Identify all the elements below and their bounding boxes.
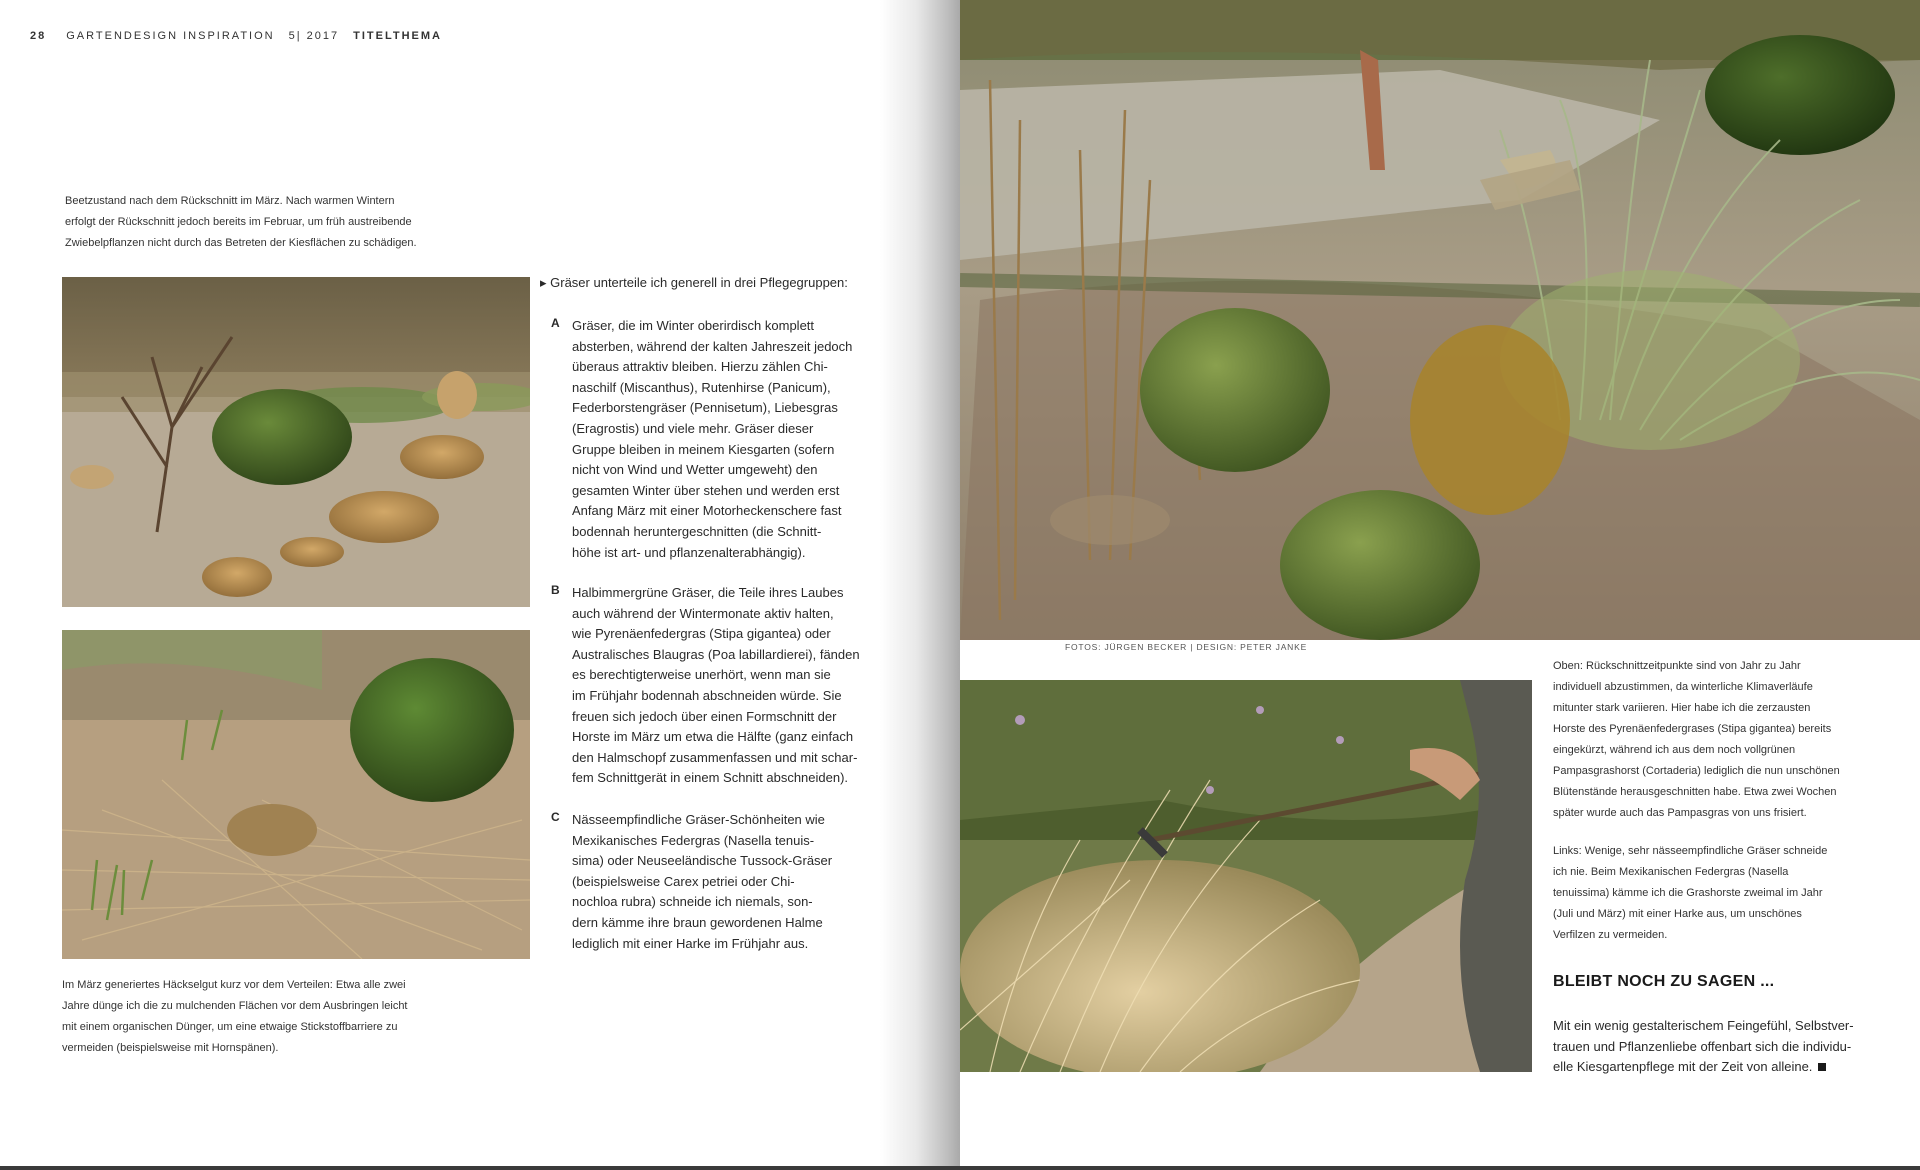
text-line: Horste im März um etwa die Hälfte (ganz einfach bbox=[572, 729, 854, 745]
text-line: den Halmschopf zusammenfassen und mit schar- bbox=[572, 749, 858, 765]
section-title: TITELTHEMA bbox=[353, 30, 442, 42]
running-head bbox=[30, 30, 456, 42]
text-line: nicht von Wind und Wetter umgeweht) den bbox=[572, 462, 818, 478]
text-line: überaus attraktiv bleiben. Hierzu zählen Chi- bbox=[572, 359, 828, 375]
text-line: Halbimmergrüne Gräser, die Teile ihres Laubes bbox=[572, 585, 844, 600]
caption-oben bbox=[1553, 656, 1883, 824]
intro-line: ▸ Gräser unterteile ich generell in drei Pflegegruppen: bbox=[540, 275, 848, 290]
text-line: sima) oder Neuseeländische Tussock-Gräser bbox=[572, 853, 833, 869]
text-line: Anfang März mit einer Motorheckenschere fast bbox=[572, 503, 842, 519]
text-line: freuen sich jedoch über einen Formschnitt der bbox=[572, 708, 837, 724]
text-line: es berechtigterweise unerhört, wenn man sie bbox=[572, 667, 831, 683]
text-line: absterben, während der kalten Jahreszeit jedoch bbox=[572, 338, 853, 354]
text-line: lediglich mit einer Harke im Frühjahr aus. bbox=[572, 935, 809, 951]
magazine-title: GARTENDESIGN INSPIRATION bbox=[66, 30, 275, 42]
caption-line: Im März generiertes Häckselgut kurz vor dem Verteilen: Etwa alle zwei bbox=[62, 979, 406, 991]
caption-line: Oben: Rückschnittzeitpunkte sind von Jahr zu Jahr bbox=[1553, 660, 1801, 672]
bottom-edge bbox=[0, 1166, 1920, 1170]
group-letter: A bbox=[551, 316, 560, 330]
text-line: Gruppe bleiben in meinem Kiesgarten (sofern bbox=[572, 441, 835, 457]
photo-gravel-garden-boxwood bbox=[62, 277, 530, 607]
text-line: wie Pyrenäenfedergras (Stipa gigantea) oder bbox=[572, 626, 831, 642]
text-line: höhe ist art- und pflanzenalterabhängig). bbox=[572, 544, 806, 560]
group-letter: B bbox=[551, 583, 560, 597]
text-line: trauen und Pflanzenliebe offenbart sich die individu- bbox=[1553, 1038, 1852, 1054]
caption-line: vermeiden (beispielsweise mit Hornspänen). bbox=[62, 1042, 279, 1054]
caption-line: Links: Wenige, sehr nässeempfindliche Gräser schneide bbox=[1553, 845, 1828, 857]
text-line: im Frühjahr bodennah abschneiden würde. Sie bbox=[572, 687, 842, 703]
caption-line: eingekürzt, während ich aus dem noch vollgrünen bbox=[1553, 744, 1796, 756]
group-text bbox=[572, 316, 872, 563]
photo-credit: FOTOS: JÜRGEN BECKER | DESIGN: PETER JANKE bbox=[1065, 642, 1308, 652]
issue-number: 5| 2017 bbox=[288, 30, 340, 42]
caption-line: erfolgt der Rückschnitt jedoch bereits im Februar, um früh austreibende bbox=[65, 216, 412, 228]
text-line: naschilf (Miscanthus), Rutenhirse (Panicum), bbox=[572, 379, 831, 395]
text-line: Gräser, die im Winter oberirdisch komplett bbox=[572, 318, 815, 333]
text-line: Federborstengräser (Pennisetum), Liebesgras bbox=[572, 400, 838, 416]
page-number: 28 bbox=[30, 30, 47, 42]
caption-line: individuell abzustimmen, da winterliche Klimaverläufe bbox=[1553, 681, 1813, 693]
text-line: (Eragrostis) und viele mehr. Gräser dieser bbox=[572, 420, 814, 436]
text-line: Mexikanisches Federgras (Nasella tenuis- bbox=[572, 832, 815, 848]
group-text bbox=[572, 583, 872, 789]
closing-heading: BLEIBT NOCH ZU SAGEN ... bbox=[1553, 973, 1775, 990]
caption-line: Verfilzen zu vermeiden. bbox=[1553, 929, 1668, 941]
text-line: fem Schnittgerät in einem Schnitt abschneiden). bbox=[572, 770, 849, 786]
caption-line: mit einem organischen Dünger, um eine etwaige Stickstoffbarriere zu bbox=[62, 1021, 398, 1033]
group-letter: C bbox=[551, 810, 560, 824]
text-line: auch während der Wintermonate aktiv halten, bbox=[572, 605, 834, 621]
caption-line: Horste des Pyrenäenfedergrases (Stipa gigantea) bereits bbox=[1553, 723, 1832, 735]
page-gutter-shadow bbox=[880, 0, 960, 1170]
text-line: Australisches Blaugras (Poa labillardierei), fänden bbox=[572, 646, 860, 662]
caption-line: (Juli und März) mit einer Harke aus, um unschönes bbox=[1553, 908, 1802, 920]
text-line: Mit ein wenig gestalterischem Feingefühl, Selbstver- bbox=[1553, 1018, 1854, 1033]
text-line: bodennah heruntergeschnitten (die Schnitt- bbox=[572, 523, 822, 539]
photo-raking-feather-grass bbox=[960, 680, 1532, 1072]
text-line: nochloa rubra) schneide ich niemals, son- bbox=[572, 894, 813, 910]
caption-line: später wurde auch das Pampasgras von uns frisiert. bbox=[1553, 807, 1807, 819]
text-line: gesamten Winter über stehen und werden erst bbox=[572, 482, 840, 498]
closing-paragraph bbox=[1553, 1016, 1893, 1078]
text-line: elle Kiesgartenpflege mit der Zeit von alleine. bbox=[1553, 1059, 1813, 1075]
caption-line: Blütenstände herausgeschnitten habe. Etwa zwei Wochen bbox=[1553, 786, 1837, 798]
caption-line: Beetzustand nach dem Rückschnitt im März. Nach warmen Wintern bbox=[65, 195, 395, 207]
caption-top bbox=[65, 191, 485, 254]
text-line: (beispielsweise Carex petriei oder Chi- bbox=[572, 873, 795, 889]
text-line: Nässeempfindliche Gräser-Schönheiten wie bbox=[572, 812, 825, 827]
caption-line: mitunter stark variieren. Hier habe ich die zerzausten bbox=[1553, 702, 1811, 714]
caption-links bbox=[1553, 841, 1883, 946]
caption-bottom bbox=[62, 975, 482, 1059]
caption-line: ich nie. Beim Mexikanischen Federgras (Nasella bbox=[1553, 866, 1789, 878]
photo-gravel-garden-overview bbox=[960, 0, 1920, 640]
photo-mulch-spread bbox=[62, 630, 530, 959]
caption-line: Jahre dünge ich die zu mulchenden Flächen vor dem Ausbringen leicht bbox=[62, 1000, 408, 1012]
caption-line: tenuissima) kämme ich die Grashorste zweimal im Jahr bbox=[1553, 887, 1823, 899]
text-line: dern kämme ihre braun gewordenen Halme bbox=[572, 914, 823, 930]
end-mark-icon bbox=[1818, 1063, 1826, 1071]
group-text bbox=[572, 810, 872, 954]
caption-line: Zwiebelpflanzen nicht durch das Betreten der Kiesflächen zu schädigen. bbox=[65, 237, 417, 249]
caption-line: Pampasgrashorst (Cortaderia) lediglich die nun unschönen bbox=[1553, 765, 1840, 777]
